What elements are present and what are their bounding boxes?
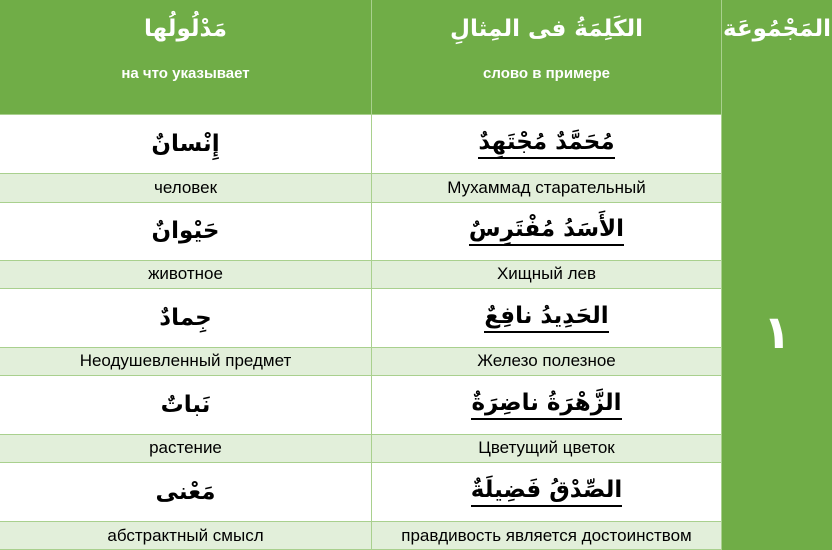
header-spacer [0, 88, 721, 114]
example-ru: правдивость является достоинством [401, 525, 692, 545]
meaning-ar: جِمادٌ [159, 304, 212, 331]
example-ru: Хищный лев [496, 264, 597, 283]
example-ru-cell [372, 434, 721, 462]
example-ar: الزَّهْرَةُ ناضِرَةٌ [471, 390, 621, 420]
meaning-ru-cell [0, 260, 371, 288]
meaning-ar-cell [0, 375, 371, 434]
meaning-ar: إِنْسانٌ [151, 130, 220, 157]
header-meanings-ru: на что указывает [0, 58, 371, 88]
group-number: ١ [722, 114, 832, 550]
example-ar-cell [372, 114, 721, 173]
row-divider [0, 114, 721, 115]
header-word-ru: слово в примере [372, 58, 721, 88]
example-ar-cell [372, 288, 721, 347]
meaning-ru: животное [148, 264, 223, 283]
example-ar: الصِّدْقُ فَضِيلَةٌ [471, 477, 623, 507]
meaning-ar-cell [0, 202, 371, 260]
example-ru-cell [372, 347, 721, 375]
example-ar: مُحَمَّدٌ مُجْتَهِدٌ [478, 129, 614, 159]
example-ru-cell [372, 260, 721, 288]
meaning-ru-cell [0, 173, 371, 202]
header-group-ar: المَجْمُوعَة [722, 0, 832, 58]
example-ru-cell [372, 521, 721, 550]
row-divider [0, 462, 721, 463]
header-word-ar: الكَلِمَةُ فى المِثالِ [372, 0, 721, 58]
row-divider [0, 347, 721, 348]
meaning-ru-cell [0, 521, 371, 550]
row-divider [0, 260, 721, 261]
row-divider [0, 375, 721, 376]
row-divider [0, 173, 721, 174]
column-divider [721, 0, 722, 550]
example-ru-cell [372, 173, 721, 202]
meaning-ru: абстрактный смысл [107, 525, 264, 545]
header-meanings-ar: مَدْلُولُها [0, 0, 371, 58]
meaning-ru: Неодушевленный предмет [79, 351, 292, 370]
row-divider [0, 521, 721, 522]
example-ar-cell [372, 462, 721, 521]
example-ar-cell [372, 202, 721, 260]
example-ru: Мухаммад старательный [447, 177, 646, 197]
meaning-ru-cell [0, 347, 371, 375]
example-ar: الحَدِيدُ نافِعٌ [484, 303, 608, 333]
meaning-ru: растение [149, 438, 222, 457]
example-ru: Цветущий цветок [478, 438, 615, 457]
header-group-spacer [722, 58, 832, 114]
meaning-ar-cell [0, 462, 371, 521]
meaning-ar-cell [0, 288, 371, 347]
example-ru: Железо полезное [477, 351, 616, 370]
meaning-ru: человек [153, 177, 218, 197]
meaning-ru-cell [0, 434, 371, 462]
meaning-ar: مَعْنى [155, 478, 216, 505]
example-ar-cell [372, 375, 721, 434]
example-ar: الأَسَدُ مُفْتَرِسٌ [469, 216, 624, 246]
row-divider [0, 288, 721, 289]
meaning-ar: نَباتٌ [160, 391, 211, 418]
column-divider [371, 0, 372, 550]
row-divider [0, 202, 721, 203]
meaning-ar-cell [0, 114, 371, 173]
row-divider [0, 434, 721, 435]
meaning-ar: حَيْوانٌ [151, 218, 220, 244]
